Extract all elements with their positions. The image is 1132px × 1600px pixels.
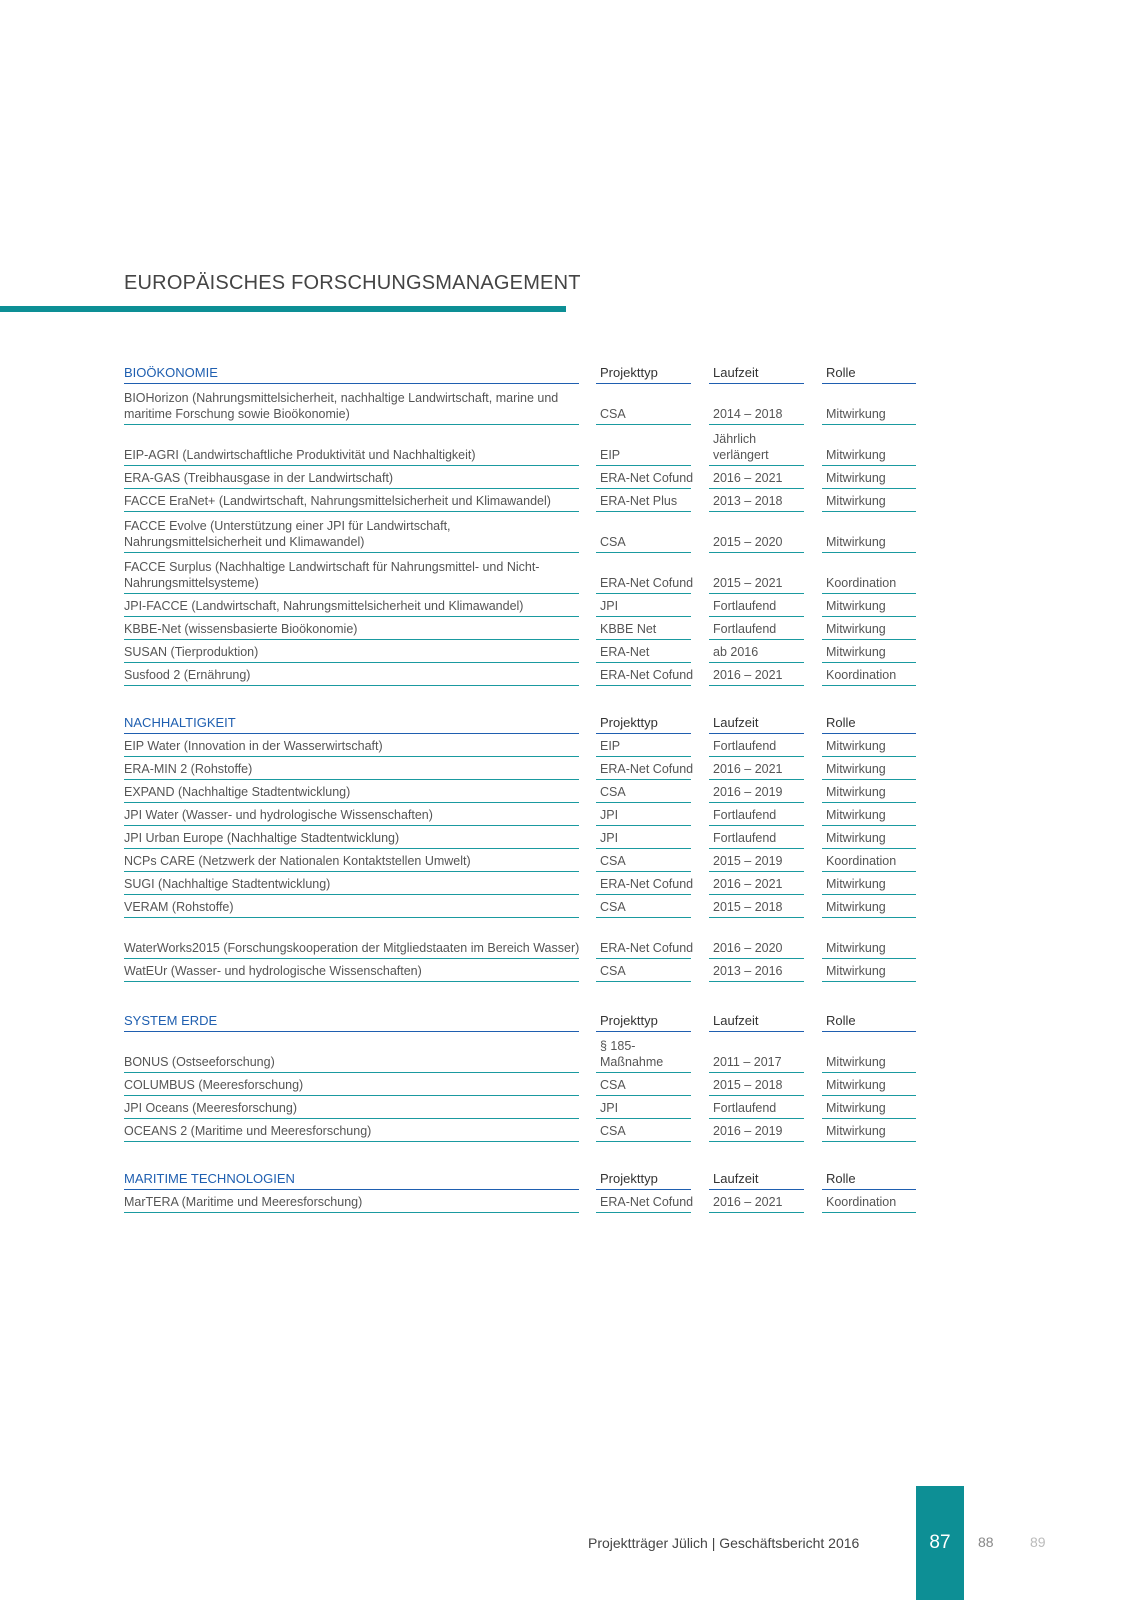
project-type: CSA: [600, 407, 626, 421]
page-number-next: 88: [978, 1534, 994, 1550]
project-role: Mitwirkung: [826, 494, 886, 508]
project-name: EXPAND (Nachhaltige Stadtentwicklung): [124, 785, 351, 799]
project-name: SUGI (Nachhaltige Stadtentwicklung): [124, 877, 331, 891]
row-divider: [709, 1212, 804, 1213]
table-row: [124, 466, 916, 489]
project-type: ERA-Net Cofund: [600, 941, 694, 955]
project-name: WaterWorks2015 (Forschungskooperation der Mitgliedstaaten im Bereich Wasser): [124, 941, 580, 955]
project-duration: 2016 – 2021: [713, 471, 783, 485]
column-header-type: Projekttyp: [600, 1013, 658, 1028]
project-type: KBBE Net: [600, 622, 657, 636]
project-name: JPI Urban Europe (Nachhaltige Stadtentwicklung): [124, 831, 400, 845]
project-role: Mitwirkung: [826, 808, 886, 822]
project-name: Susfood 2 (Ernährung): [124, 668, 251, 682]
project-role: Koordination: [826, 1195, 897, 1209]
table-row: [124, 1032, 916, 1073]
project-name: EIP-AGRI (Landwirtschaftliche Produktivität und Nachhaltigkeit): [124, 448, 476, 462]
project-duration: 2016 – 2021: [713, 762, 783, 776]
section-table: [124, 1000, 916, 1142]
column-header-role: Rolle: [826, 365, 856, 380]
row-divider: [822, 685, 916, 686]
project-duration: 2015 – 2019: [713, 854, 783, 868]
table-row: [124, 757, 916, 780]
row-divider: [124, 1141, 579, 1142]
project-type: JPI: [600, 1101, 619, 1115]
project-role: Mitwirkung: [826, 941, 886, 955]
column-header-type: Projekttyp: [600, 715, 658, 730]
project-name: ERA-MIN 2 (Rohstoffe): [124, 762, 253, 776]
section-heading: SYSTEM ERDE: [124, 1013, 218, 1028]
table-row: [124, 803, 916, 826]
row-divider: [709, 1141, 804, 1142]
project-role: Mitwirkung: [826, 1055, 886, 1069]
column-header-duration: Laufzeit: [713, 365, 759, 380]
section-heading: NACHHALTIGKEIT: [124, 715, 236, 730]
project-name: VERAM (Rohstoffe): [124, 900, 234, 914]
project-duration: 2016 – 2019: [713, 785, 783, 799]
table-row: [124, 895, 916, 918]
row-divider: [596, 1141, 691, 1142]
table-row: [124, 959, 916, 982]
project-role: Mitwirkung: [826, 739, 886, 753]
row-divider: [822, 981, 916, 982]
project-role: Mitwirkung: [826, 964, 886, 978]
project-role: Mitwirkung: [826, 622, 886, 636]
project-duration: 2015 – 2021: [713, 576, 783, 590]
project-name: MarTERA (Maritime und Meeresforschung): [124, 1195, 363, 1209]
project-type: ERA-Net Cofund: [600, 471, 694, 485]
project-type: CSA: [600, 1124, 626, 1138]
column-header-duration: Laufzeit: [713, 715, 759, 730]
project-name: BONUS (Ostseeforschung): [124, 1055, 275, 1069]
project-type: EIP: [600, 448, 621, 462]
row-divider: [822, 1141, 916, 1142]
section-table: [124, 702, 916, 982]
project-role: Mitwirkung: [826, 645, 886, 659]
row-divider: [596, 1212, 691, 1213]
column-header-role: Rolle: [826, 715, 856, 730]
project-name: FACCE EraNet+ (Landwirtschaft, Nahrungsmittelsicherheit und Klimawandel): [124, 494, 551, 508]
column-header-role: Rolle: [826, 1013, 856, 1028]
project-type: CSA: [600, 785, 626, 799]
project-type: CSA: [600, 535, 626, 549]
project-role: Koordination: [826, 854, 897, 868]
project-duration: Fortlaufend: [713, 808, 777, 822]
project-role: Koordination: [826, 576, 897, 590]
table-row: [124, 489, 916, 512]
column-header-duration: Laufzeit: [713, 1013, 759, 1028]
project-duration: 2015 – 2020: [713, 535, 783, 549]
project-duration: 2011 – 2017: [713, 1055, 782, 1069]
table-row: [124, 826, 916, 849]
project-name: SUSAN (Tierproduktion): [124, 645, 259, 659]
project-duration: Fortlaufend: [713, 599, 777, 613]
project-name: FACCE Surplus (Nachhaltige Landwirtschaft für Nahrungsmittel- und Nicht-Nahrungsmittelsysteme): [124, 560, 540, 590]
project-name: JPI-FACCE (Landwirtschaft, Nahrungsmittelsicherheit und Klimawandel): [124, 599, 524, 613]
project-role: Mitwirkung: [826, 831, 886, 845]
project-role: Mitwirkung: [826, 407, 886, 421]
project-role: Koordination: [826, 668, 897, 682]
project-duration: 2013 – 2016: [713, 964, 783, 978]
project-role: Mitwirkung: [826, 900, 886, 914]
project-name: OCEANS 2 (Maritime und Meeresforschung): [124, 1124, 372, 1138]
page-title: EUROPÄISCHES FORSCHUNGSMANAGEMENT: [124, 272, 581, 294]
project-name: FACCE Evolve (Unterstützung einer JPI für Landwirtschaft, Nahrungsmittelsicherheit und Klimawandel): [124, 519, 451, 549]
project-name: NCPs CARE (Netzwerk der Nationalen Kontaktstellen Umwelt): [124, 854, 471, 868]
project-type: ERA-Net Cofund: [600, 576, 694, 590]
row-divider: [124, 685, 579, 686]
project-role: Mitwirkung: [826, 785, 886, 799]
table-row: [124, 1073, 916, 1096]
project-role: Mitwirkung: [826, 1078, 886, 1092]
section-heading: BIOÖKONOMIE: [124, 365, 218, 380]
table-row: [124, 1190, 916, 1213]
footer-text: Projektträger Jülich | Geschäftsbericht 2016: [588, 1535, 860, 1551]
table-row: [124, 849, 916, 872]
title-accent-bar: [0, 306, 566, 312]
row-divider: [596, 685, 691, 686]
table-row: [124, 512, 916, 553]
section-heading: MARITIME TECHNOLOGIEN: [124, 1171, 295, 1186]
table-row: [124, 1119, 916, 1142]
project-role: Mitwirkung: [826, 1124, 886, 1138]
section-table: [124, 352, 916, 686]
table-row: [124, 780, 916, 803]
project-type: CSA: [600, 964, 626, 978]
row-divider: [709, 685, 804, 686]
project-duration: 2016 – 2021: [713, 1195, 783, 1209]
table-row: [124, 734, 916, 757]
project-type: CSA: [600, 900, 626, 914]
project-duration: Fortlaufend: [713, 739, 777, 753]
table-row: [124, 918, 916, 959]
column-header-type: Projekttyp: [600, 1171, 658, 1186]
project-type: ERA-Net Cofund: [600, 1195, 694, 1209]
row-divider: [596, 981, 691, 982]
project-role: Mitwirkung: [826, 762, 886, 776]
project-type: ERA-Net Cofund: [600, 762, 694, 776]
row-divider: [124, 981, 579, 982]
row-divider: [124, 1212, 579, 1213]
project-type: JPI: [600, 599, 619, 613]
table-row: [124, 1096, 916, 1119]
project-duration: 2015 – 2018: [713, 900, 783, 914]
project-type: JPI: [600, 808, 619, 822]
table-row: [124, 425, 916, 466]
page-number-box: [916, 1486, 964, 1600]
section-header-row: [124, 1158, 916, 1190]
project-type: ERA-Net Cofund: [600, 877, 694, 891]
project-name: EIP Water (Innovation in der Wasserwirtschaft): [124, 739, 383, 753]
project-type: JPI: [600, 831, 619, 845]
project-duration: 2015 – 2018: [713, 1078, 783, 1092]
project-duration: 2016 – 2021: [713, 877, 783, 891]
project-role: Mitwirkung: [826, 599, 886, 613]
project-name: KBBE-Net (wissensbasierte Bioökonomie): [124, 622, 358, 636]
project-duration: Fortlaufend: [713, 622, 777, 636]
project-type: § 185-Maßnahme: [600, 1039, 664, 1069]
table-row: [124, 384, 916, 425]
section-header-row: [124, 352, 916, 384]
project-role: Mitwirkung: [826, 471, 886, 485]
project-name: WatEUr (Wasser- und hydrologische Wissenschaften): [124, 964, 422, 978]
project-name: BIOHorizon (Nahrungsmittelsicherheit, nachhaltige Landwirtschaft, marine und maritime Forschung sowie Bioökonomie): [124, 391, 559, 421]
project-duration: ab 2016: [713, 645, 759, 659]
page-number-current: 87: [929, 1532, 951, 1553]
project-name: COLUMBUS (Meeresforschung): [124, 1078, 304, 1092]
section-header-row: [124, 1000, 916, 1032]
project-duration: Fortlaufend: [713, 1101, 777, 1115]
project-name: ERA-GAS (Treibhausgase in der Landwirtschaft): [124, 471, 394, 485]
project-name: JPI Oceans (Meeresforschung): [124, 1101, 297, 1115]
column-header-duration: Laufzeit: [713, 1171, 759, 1186]
project-type: EIP: [600, 739, 621, 753]
table-row: [124, 617, 916, 640]
project-duration: 2016 – 2020: [713, 941, 783, 955]
section-table: [124, 1158, 916, 1213]
project-type: ERA-Net Plus: [600, 494, 678, 508]
project-role: Mitwirkung: [826, 877, 886, 891]
row-divider: [709, 981, 804, 982]
column-header-type: Projekttyp: [600, 365, 658, 380]
project-duration: 2016 – 2019: [713, 1124, 783, 1138]
table-row: [124, 663, 916, 686]
project-duration: Jährlich verlängert: [713, 432, 769, 462]
project-duration: 2016 – 2021: [713, 668, 783, 682]
project-role: Mitwirkung: [826, 535, 886, 549]
table-row: [124, 872, 916, 895]
project-role: Mitwirkung: [826, 448, 886, 462]
project-name: JPI Water (Wasser- und hydrologische Wissenschaften): [124, 808, 433, 822]
page-number-next2: 89: [1030, 1534, 1046, 1550]
table-row: [124, 640, 916, 663]
column-header-role: Rolle: [826, 1171, 856, 1186]
project-role: Mitwirkung: [826, 1101, 886, 1115]
row-divider: [822, 1212, 916, 1213]
project-duration: 2013 – 2018: [713, 494, 783, 508]
project-type: CSA: [600, 854, 626, 868]
project-type: ERA-Net Cofund: [600, 668, 694, 682]
table-row: [124, 594, 916, 617]
table-row: [124, 553, 916, 594]
project-type: CSA: [600, 1078, 626, 1092]
project-duration: 2014 – 2018: [713, 407, 783, 421]
project-type: ERA-Net: [600, 645, 650, 659]
project-duration: Fortlaufend: [713, 831, 777, 845]
section-header-row: [124, 702, 916, 734]
